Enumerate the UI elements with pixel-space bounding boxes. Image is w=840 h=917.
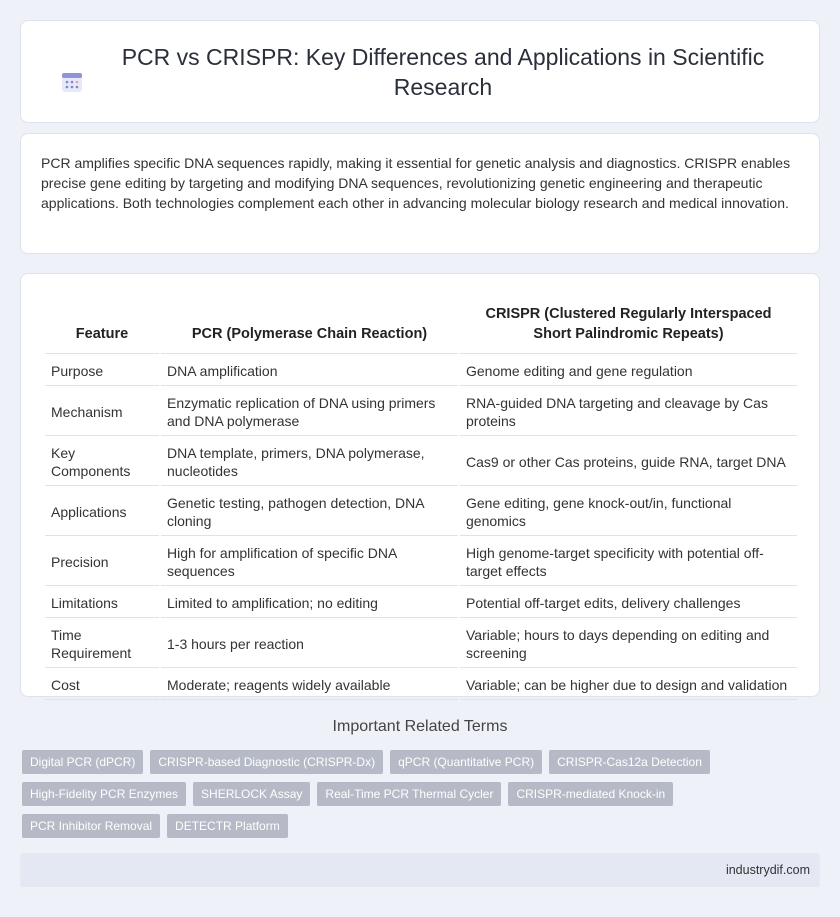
tag-qpcr[interactable]: qPCR (Quantitative PCR) bbox=[390, 750, 542, 774]
tag-detectr[interactable]: DETECTR Platform bbox=[167, 814, 288, 838]
table-row bbox=[45, 538, 797, 586]
tag-pcr-inhibitor[interactable]: PCR Inhibitor Removal bbox=[22, 814, 160, 838]
header-pcr: PCR (Polymerase Chain Reaction) bbox=[161, 296, 458, 354]
crispr-cell: High genome-target specificity with potential off-target effects bbox=[460, 538, 797, 586]
pcr-cell: DNA amplification bbox=[161, 356, 458, 386]
footer bbox=[20, 853, 820, 887]
table-header-row bbox=[45, 296, 797, 354]
crispr-cell: Potential off-target edits, delivery challenges bbox=[460, 588, 797, 618]
title-card bbox=[20, 20, 820, 123]
pcr-cell: Moderate; reagents widely available bbox=[161, 670, 458, 700]
header-crispr: CRISPR (Clustered Regularly Interspaced Short Palindromic Repeats) bbox=[460, 296, 797, 354]
feature-cell: Cost bbox=[45, 670, 159, 700]
crispr-cell: Gene editing, gene knock-out/in, functional genomics bbox=[460, 488, 797, 536]
feature-cell: Mechanism bbox=[45, 388, 159, 436]
pcr-cell: Genetic testing, pathogen detection, DNA cloning bbox=[161, 488, 458, 536]
pcr-cell: High for amplification of specific DNA sequences bbox=[161, 538, 458, 586]
intro-paragraph: PCR amplifies specific DNA sequences rapidly, making it essential for genetic analysis and diagnostics. CRISPR enables precise gene editing by targeting and modifying DNA sequences, revolutionizing genetic engineering and therapeutic applications. Both technologies complement each other in advancing molecular biology research and medical innovation. bbox=[41, 155, 791, 211]
crispr-cell: Variable; hours to days depending on editing and screening bbox=[460, 620, 797, 668]
crispr-cell: RNA-guided DNA targeting and cleavage by Cas proteins bbox=[460, 388, 797, 436]
feature-cell: Applications bbox=[45, 488, 159, 536]
feature-cell: Precision bbox=[45, 538, 159, 586]
feature-cell: Limitations bbox=[45, 588, 159, 618]
crispr-cell: Genome editing and gene regulation bbox=[460, 356, 797, 386]
related-terms-heading: Important Related Terms bbox=[332, 718, 508, 735]
table-row bbox=[45, 620, 797, 668]
feature-cell: Time Requirement bbox=[45, 620, 159, 668]
table-row bbox=[45, 438, 797, 486]
table-row bbox=[45, 670, 797, 700]
crispr-cell: Variable; can be higher due to design and validation bbox=[460, 670, 797, 700]
title-wrap bbox=[60, 42, 780, 102]
tag-real-time-pcr[interactable]: Real-Time PCR Thermal Cycler bbox=[317, 782, 501, 806]
table-row bbox=[45, 588, 797, 618]
feature-cell: Key Components bbox=[45, 438, 159, 486]
table-row bbox=[45, 488, 797, 536]
comparison-card bbox=[20, 273, 820, 697]
tag-high-fidelity-pcr[interactable]: High-Fidelity PCR Enzymes bbox=[22, 782, 186, 806]
pcr-cell: Enzymatic replication of DNA using primers and DNA polymerase bbox=[161, 388, 458, 436]
crispr-cell: Cas9 or other Cas proteins, guide RNA, target DNA bbox=[460, 438, 797, 486]
intro-card bbox=[20, 133, 820, 254]
tag-crispr-cas12a[interactable]: CRISPR-Cas12a Detection bbox=[549, 750, 710, 774]
pcr-cell: Limited to amplification; no editing bbox=[161, 588, 458, 618]
tag-crispr-knock-in[interactable]: CRISPR-mediated Knock-in bbox=[508, 782, 673, 806]
tag-crispr-dx[interactable]: CRISPR-based Diagnostic (CRISPR-Dx) bbox=[150, 750, 383, 774]
table-row bbox=[45, 356, 797, 386]
table-row bbox=[45, 388, 797, 436]
tag-sherlock[interactable]: SHERLOCK Assay bbox=[193, 782, 310, 806]
feature-cell: Purpose bbox=[45, 356, 159, 386]
calendar-grid-icon bbox=[60, 70, 84, 94]
page-title: PCR vs CRISPR: Key Differences and Applications in Scientific Research bbox=[121, 43, 765, 100]
comparison-table bbox=[43, 294, 799, 702]
pcr-cell: 1-3 hours per reaction bbox=[161, 620, 458, 668]
footer-site-link[interactable]: industrydif.com bbox=[725, 863, 810, 877]
related-terms-list bbox=[22, 750, 802, 846]
pcr-cell: DNA template, primers, DNA polymerase, nucleotides bbox=[161, 438, 458, 486]
header-feature: Feature bbox=[45, 296, 159, 354]
tag-digital-pcr[interactable]: Digital PCR (dPCR) bbox=[22, 750, 143, 774]
